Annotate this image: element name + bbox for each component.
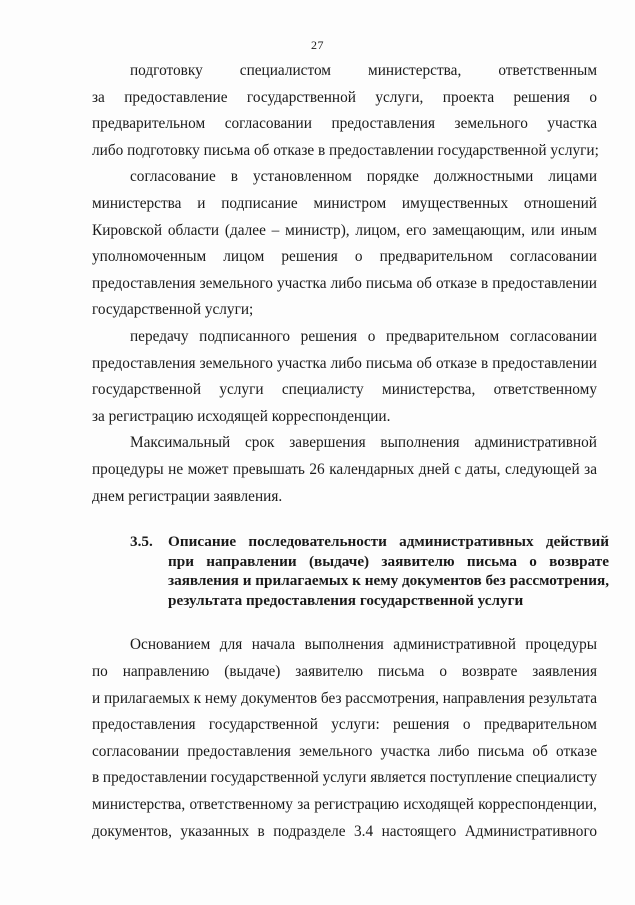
text-line: министерства, ответственному за регистрацию исходящей корреспонденции, xyxy=(92,796,597,814)
paragraph-transfer xyxy=(92,324,597,430)
page-number: 27 xyxy=(311,38,324,52)
document-body xyxy=(92,58,609,845)
text-line: Основанием для начала выполнения административной процедуры xyxy=(130,636,597,654)
text-line: днем регистрации заявления. xyxy=(92,487,283,505)
paragraph-deadline xyxy=(92,430,597,510)
text-line: предоставления земельного участка либо письма об отказе в предоставлении xyxy=(92,354,597,372)
text-line: согласование в установленном порядке должностными лицами xyxy=(130,168,597,186)
text-line: уполномоченным лицом решения о предварительном согласовании xyxy=(92,248,597,266)
text-line: либо подготовку письма об отказе в предоставлении государственной услуги; xyxy=(92,141,599,159)
text-line: подготовку специалистом министерства, ответственным xyxy=(130,62,597,79)
text-line: документов, указанных в подразделе 3.4 настоящего Административного xyxy=(92,822,597,840)
text-line: предварительном согласовании предоставления земельного участка xyxy=(92,115,597,133)
section-title-line: Описание последовательности административных действий xyxy=(168,533,609,551)
text-line: министерства и подписание министром имущественных отношений xyxy=(92,194,597,212)
text-line: предоставления государственной услуги: решения о предварительном xyxy=(92,716,597,734)
text-line: государственной услуги; xyxy=(92,301,254,319)
section-title-line: при направлении (выдаче) заявителю письма о возврате xyxy=(168,552,609,570)
paragraph-preparation xyxy=(92,58,597,164)
paragraph-approval xyxy=(92,164,597,324)
text-line: процедуры не может превышать 26 календарных дней с даты, следующей за xyxy=(92,460,597,478)
text-line: Максимальный срок завершения выполнения административной xyxy=(130,434,597,452)
text-line: согласовании предоставления земельного участка либо письма об отказе xyxy=(92,742,597,760)
paragraph-basis xyxy=(92,632,597,845)
text-line: Кировской области (далее – министр), лицом, его замещающим, или иным xyxy=(92,221,597,239)
text-line: за регистрацию исходящей корреспонденции. xyxy=(92,407,391,425)
text-line: предоставления земельного участка либо письма об отказе в предоставлении xyxy=(92,274,597,292)
text-line: по направлению (выдаче) заявителю письма о возврате заявления xyxy=(92,663,597,681)
text-line: государственной услуги специалисту министерства, ответственному xyxy=(92,381,597,399)
section-title xyxy=(168,532,609,610)
section-number: 3.5. xyxy=(130,533,153,551)
text-line: и прилагаемых к нему документов без рассмотрения, направления результата xyxy=(92,689,597,707)
text-line: за предоставление государственной услуги, проекта решения о xyxy=(92,88,597,106)
text-line: передачу подписанного решения о предварительном согласовании xyxy=(130,327,597,345)
section-heading xyxy=(92,532,609,610)
text-line: в предоставлении государственной услуги является поступление специалисту xyxy=(92,769,597,787)
section-title-line: результата предоставления государственной услуги xyxy=(168,591,524,609)
section-title-line: заявления и прилагаемых к нему документов без рассмотрения, xyxy=(168,572,609,590)
